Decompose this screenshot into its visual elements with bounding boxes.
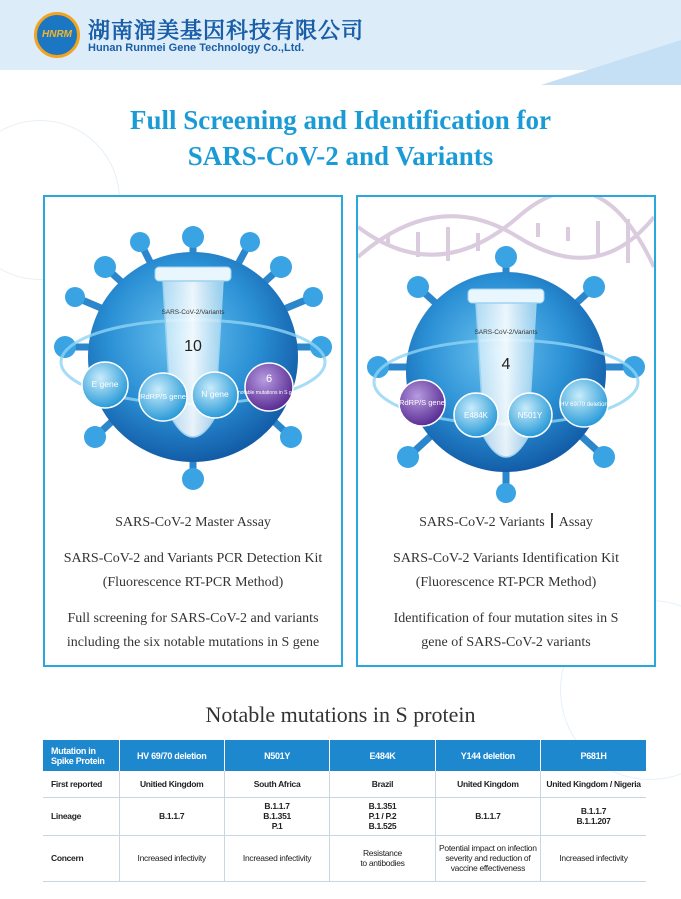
- company-logo: [34, 12, 80, 58]
- target-bubble-rdrp-gene: [399, 380, 445, 426]
- svg-text:E gene: E gene: [91, 379, 119, 389]
- target-bubble-rdrp-gene: [139, 373, 187, 421]
- table-cell: Unitied Kingdom: [119, 771, 224, 797]
- assay-name-part-a: SARS-CoV-2 Variants: [419, 515, 545, 530]
- table-cell: B.1.1.7: [119, 797, 224, 835]
- target-bubble-hv6970: [560, 379, 608, 427]
- table-cell: Increased infectivity: [541, 835, 646, 881]
- description-line-2: including the six notable mutations in S gene: [66, 635, 320, 650]
- title-line-1: Full Screening and Identification for: [129, 105, 552, 135]
- table-row: [43, 771, 646, 797]
- product-description: [358, 607, 654, 655]
- table-cell: B.1.1.7 B.1.1.207: [541, 797, 646, 835]
- title-line-2: SARS-CoV-2 and Variants: [187, 141, 494, 171]
- description-line-2: gene of SARS-CoV-2 variants: [421, 635, 591, 650]
- svg-text:E484K: E484K: [463, 411, 489, 420]
- table-cell: Resistance to antibodies: [330, 835, 435, 881]
- company-name-cn: 湖南润美基因科技有限公司: [88, 19, 365, 44]
- table-cell: B.1.1.7 B.1.351 P.1: [224, 797, 329, 835]
- svg-text:RdRP/S gene: RdRP/S gene: [140, 392, 186, 401]
- assay-name-part-b: Assay: [558, 515, 593, 530]
- table-cell: Increased infectivity: [224, 835, 329, 881]
- virus-dna-illustration: [358, 197, 654, 505]
- target-bubble-n501y: [508, 393, 552, 437]
- table-cell: South Africa: [224, 771, 329, 797]
- column-header: P681H: [541, 740, 646, 771]
- column-header: N501Y: [224, 740, 329, 771]
- header-banner: [0, 0, 681, 70]
- assay-name: SARS-CoV-2 Master Assay: [115, 515, 271, 530]
- svg-text:HV 69/70 deletion: HV 69/70 deletion: [560, 402, 608, 408]
- table-row: [43, 835, 646, 881]
- table-cell: United Kingdom: [435, 771, 540, 797]
- table-cell: Potential impact on infection severity and reduction of vaccine effectiveness: [435, 835, 540, 881]
- table-header-row: [43, 740, 646, 771]
- table-cell: United Kingdom / Nigeria: [541, 771, 646, 797]
- row-label: First reported: [43, 771, 119, 797]
- table-title: Notable mutations in S protein: [205, 702, 476, 727]
- product-description: [45, 607, 341, 655]
- column-header: E484K: [330, 740, 435, 771]
- row-label: Concern: [43, 835, 119, 881]
- company-name-en: Hunan Runmei Gene Technology Co.,Ltd.: [88, 42, 305, 54]
- kit-name-line-2: (Fluorescence RT-PCR Method): [102, 575, 284, 590]
- kit-name-line-1: SARS-CoV-2 Variants Identification Kit: [393, 551, 619, 566]
- row-label: Lineage: [43, 797, 119, 835]
- svg-text:RdRP/S gene: RdRP/S gene: [399, 398, 445, 407]
- virus-illustration: [45, 197, 341, 505]
- kit-name-line-1: SARS-CoV-2 and Variants PCR Detection Kit: [63, 551, 323, 566]
- kit-name: [45, 547, 341, 595]
- tube-label: SARS-CoV-2/Variants: [161, 309, 225, 316]
- table-corner-header: Mutation in Spike Protein: [43, 740, 119, 771]
- target-bubble-e484k: [454, 393, 498, 437]
- target-bubble-n-gene: [192, 372, 238, 418]
- table-cell: B.1.1.7: [435, 797, 540, 835]
- table-cell: Brazil: [330, 771, 435, 797]
- product-card-variants-assay: [356, 195, 656, 667]
- table-row: [43, 797, 646, 835]
- logo-text: HNRM: [42, 29, 72, 40]
- svg-text:notable mutations in S gene: notable mutations in S gene: [238, 390, 300, 396]
- tube-count: 4: [501, 356, 511, 373]
- description-line-1: Full screening for SARS-CoV-2 and variants: [67, 611, 319, 626]
- column-header: HV 69/70 deletion: [119, 740, 224, 771]
- assay-separator: [551, 513, 553, 528]
- assay-name: [358, 511, 654, 535]
- table-cell: Increased infectivity: [119, 835, 224, 881]
- tube-count: 10: [184, 338, 202, 355]
- kit-name-line-2: (Fluorescence RT-PCR Method): [415, 575, 597, 590]
- svg-text:N501Y: N501Y: [517, 411, 543, 420]
- header-decoration: [541, 40, 681, 85]
- svg-text:6: 6: [265, 373, 273, 385]
- svg-text:N gene: N gene: [201, 389, 229, 399]
- tube-label: SARS-CoV-2/Variants: [474, 329, 538, 336]
- column-header: Y144 deletion: [435, 740, 540, 771]
- product-card-master-assay: [43, 195, 343, 667]
- mutations-table: [43, 740, 646, 882]
- table-cell: B.1.351 P.1 / P.2 B.1.525: [330, 797, 435, 835]
- target-bubble-e-gene: [82, 362, 128, 408]
- kit-name: [358, 547, 654, 595]
- page-title: [0, 102, 681, 174]
- description-line-1: Identification of four mutation sites in S: [393, 611, 619, 626]
